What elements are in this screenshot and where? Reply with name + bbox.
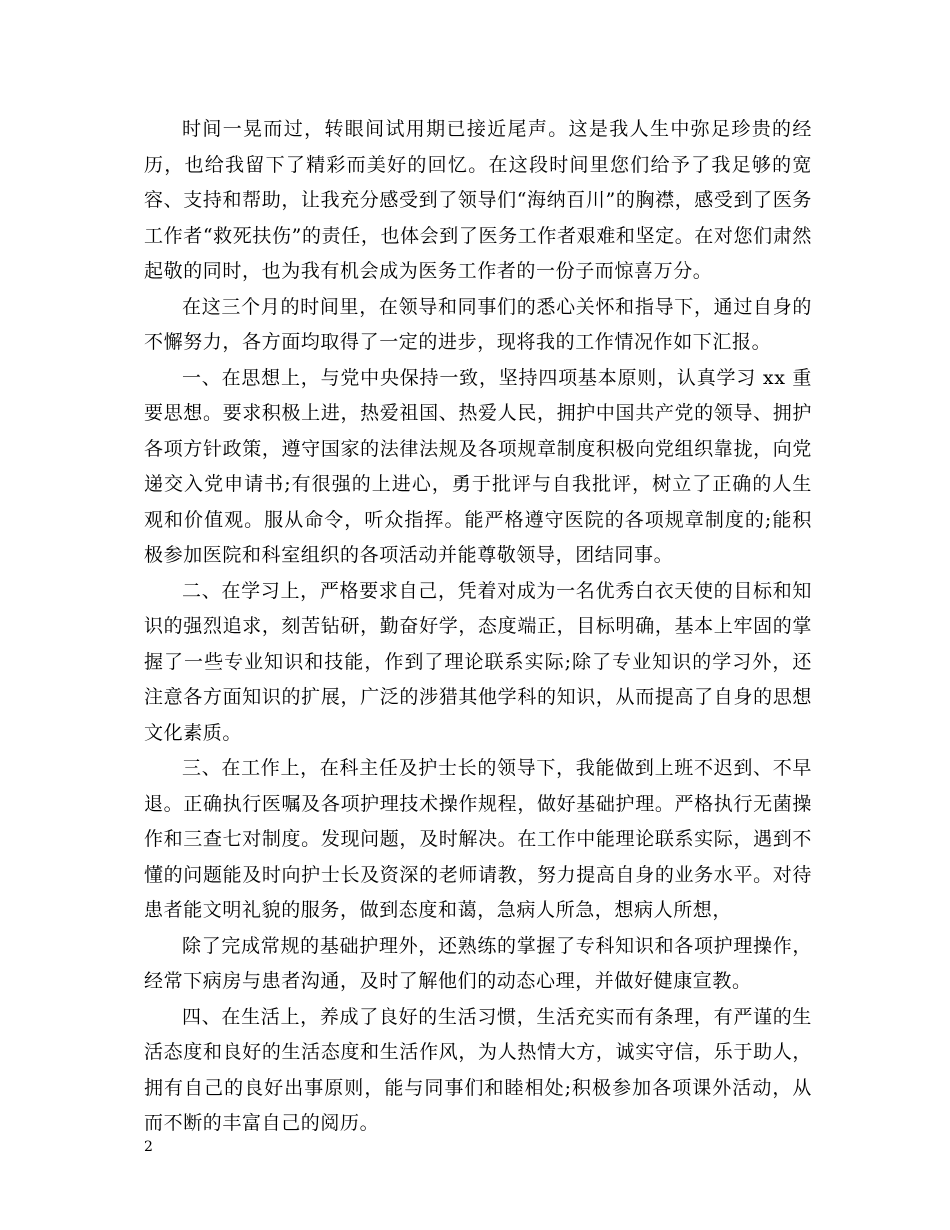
paragraph-5: 三、在工作上，在科主任及护士长的领导下，我能做到上班不迟到、不早退。正确执行医嘱及各项护理技术操作规程，做好基础护理。严格执行无菌操作和三查七对制度。发现问题，及时解决。在工作中能理论联系实际，遇到不懂的问题能及时向护士长及资深的老师请教，努力提高自身的业务水平。对待患者能文明礼貌的服务，做到态度和蔼，急病人所急，想病人所想， — [144, 757, 812, 921]
paragraph-7: 四、在生活上，养成了良好的生活习惯，生活充实而有条理，有严谨的生活态度和良好的生活态度和生活作风，为人热情大方，诚实守信，乐于助人，拥有自己的良好出事原则，能与同事们和睦相处;积极参加各项课外活动，从而不断的丰富自己的阅历。 — [144, 1005, 812, 1134]
paragraph-2: 在这三个月的时间里，在领导和同事们的悉心关怀和指导下，通过自身的不懈努力，各方面均取得了一定的进步，现将我的工作情况作如下汇报。 — [144, 295, 812, 353]
paragraph-4: 二、在学习上，严格要求自己，凭着对成为一名优秀白衣天使的目标和知识的强烈追求，刻苦钻研，勤奋好学，态度端正，目标明确，基本上牢固的掌握了一些专业知识和技能，作到了理论联系实际;除了专业知识的学习外，还注意各方面知识的扩展，广泛的涉猎其他学科的知识，从而提高了自身的思想文化素质。 — [144, 579, 812, 744]
paragraph-6: 除了完成常规的基础护理外，还熟练的掌握了专科知识和各项护理操作，经常下病房与患者沟通，及时了解他们的动态心理，并做好健康宣教。 — [144, 934, 812, 992]
page-number: 2 — [144, 1139, 153, 1155]
paragraph-1: 时间一晃而过，转眼间试用期已接近尾声。这是我人生中弥足珍贵的经历，也给我留下了精彩而美好的回忆。在这段时间里您们给予了我足够的宽容、支持和帮助，让我充分感受到了领导们“海纳百川”的胸襟，感受到了医务工作者“救死扶伤”的责任，也体会到了医务工作者艰难和坚定。在对您们肃然起敬的同时，也为我有机会成为医务工作者的一份子而惊喜万分。 — [144, 118, 812, 282]
document-body — [144, 112, 812, 1142]
paragraph-3: 一、在思想上，与党中央保持一致，坚持四项基本原则，认真学习 xx 重要思想。要求积极上进，热爱祖国、热爱人民，拥护中国共产党的领导、拥护各项方针政策，遵守国家的法律法规及各项规章制度积极向党组织靠拢，向党递交入党申请书;有很强的上进心，勇于批评与自我批评，树立了正确的人生观和价值观。服从命令，听众指挥。能严格遵守医院的各项规章制度的;能积极参加医院和科室组织的各项活动并能尊敬领导，团结同事。 — [144, 366, 812, 566]
